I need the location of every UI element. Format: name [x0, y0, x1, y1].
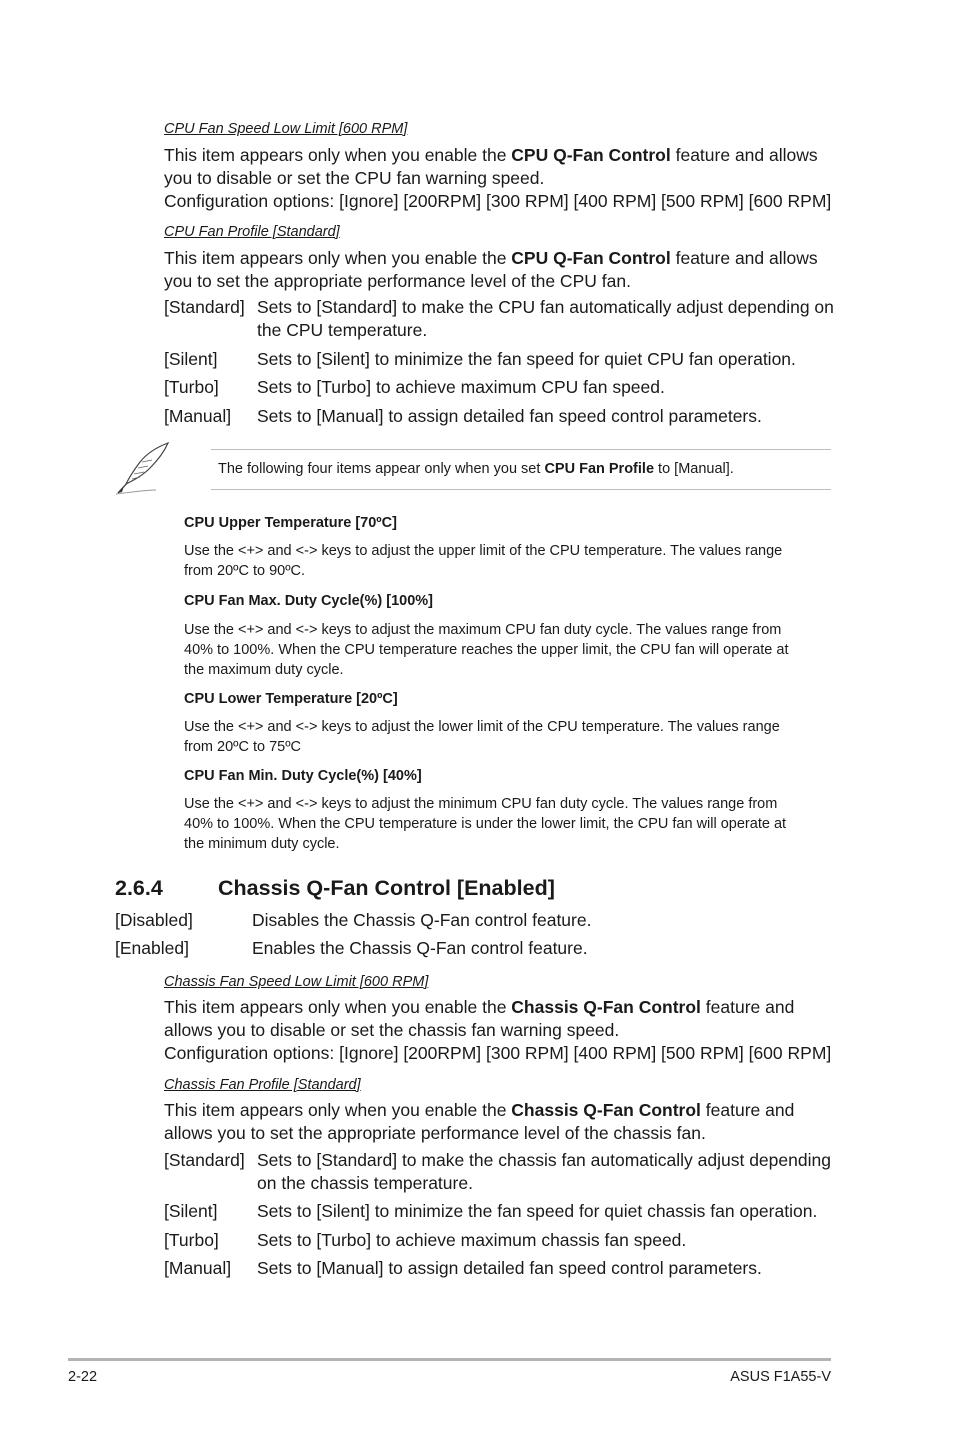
option-desc: Disables the Chassis Q-Fan control feature.	[252, 910, 592, 930]
option-row-standard	[164, 296, 834, 342]
option-desc: Sets to [Standard] to make the CPU fan automatically adjust depending on the CPU temperature.	[257, 297, 834, 340]
option-row-silent	[164, 348, 834, 371]
text: This item appears only when you enable the	[164, 145, 512, 165]
option-desc: Sets to [Turbo] to achieve maximum CPU fan speed.	[257, 377, 665, 397]
option-key: [Disabled]	[115, 910, 193, 930]
option-desc: Sets to [Standard] to make the chassis fan automatically adjust depending on the chassis temperature.	[257, 1150, 831, 1193]
cpu-fan-max-duty-title: CPU Fan Max. Duty Cycle(%) [100%]	[184, 593, 433, 609]
text: feature and	[700, 997, 795, 1017]
note-divider-top	[211, 449, 831, 450]
bold-term: CPU Fan Profile	[544, 461, 655, 477]
text: allows you to set the appropriate performance level of the chassis fan.	[164, 1123, 706, 1143]
bold-term: Chassis Q-Fan Control	[511, 997, 701, 1017]
chassis-fan-speed-low-limit-desc	[164, 996, 834, 1065]
text: you to set the appropriate performance level of the CPU fan.	[164, 271, 631, 291]
chassis-fan-speed-low-limit-title: Chassis Fan Speed Low Limit [600 RPM]	[164, 974, 429, 990]
text: This item appears only when you enable the	[164, 1100, 512, 1120]
option-row-standard	[164, 1149, 834, 1195]
option-desc: Enables the Chassis Q-Fan control feature.	[252, 938, 588, 958]
page-number: 2-22	[68, 1369, 98, 1385]
section-title: Chassis Q-Fan Control [Enabled]	[218, 876, 555, 900]
footer-divider	[68, 1358, 831, 1361]
option-desc: Sets to [Silent] to minimize the fan speed for quiet CPU fan operation.	[257, 349, 796, 369]
cpu-fan-profile-title: CPU Fan Profile [Standard]	[164, 224, 340, 240]
option-key: [Silent]	[164, 1201, 218, 1221]
option-key: [Manual]	[164, 1258, 232, 1278]
cpu-fan-speed-low-limit-title: CPU Fan Speed Low Limit [600 RPM]	[164, 121, 408, 137]
bold-term: CPU Q-Fan Control	[511, 248, 671, 268]
option-row-silent	[164, 1200, 834, 1223]
config-options: Configuration options: [Ignore] [200RPM] [300 RPM] [400 RPM] [500 RPM] [600 RPM]	[164, 1043, 832, 1063]
cpu-lower-temp-desc: Use the <+> and <-> keys to adjust the lower limit of the CPU temperature. The values range from 20ºC to 75ºC	[184, 719, 780, 755]
option-desc: Sets to [Silent] to minimize the fan speed for quiet chassis fan operation.	[257, 1201, 818, 1221]
option-row-turbo	[164, 376, 834, 399]
text: This item appears only when you enable the	[164, 997, 512, 1017]
product-name: ASUS F1A55-V	[730, 1369, 831, 1385]
cpu-fan-max-duty-desc: Use the <+> and <-> keys to adjust the maximum CPU fan duty cycle. The values range from 40% to 100%. When the CPU temperature reaches the upper limit, the CPU fan will operate at the maximum duty cycle.	[184, 622, 789, 678]
pencil-feather-icon	[112, 440, 174, 496]
bold-term: Chassis Q-Fan Control	[511, 1100, 701, 1120]
chassis-fan-profile-desc	[164, 1099, 834, 1145]
text: feature and allows	[670, 248, 818, 268]
text: allows you to disable or set the chassis fan warning speed.	[164, 1020, 620, 1040]
option-row-manual	[164, 1257, 834, 1280]
bold-term: CPU Q-Fan Control	[511, 145, 671, 165]
option-key: [Turbo]	[164, 377, 219, 397]
option-row-manual	[164, 405, 834, 428]
option-desc: Sets to [Manual] to assign detailed fan speed control parameters.	[257, 406, 762, 426]
cpu-fan-min-duty-title: CPU Fan Min. Duty Cycle(%) [40%]	[184, 768, 422, 784]
cpu-upper-temp-title: CPU Upper Temperature [70ºC]	[184, 515, 397, 531]
cpu-fan-speed-low-limit-desc	[164, 144, 834, 213]
option-row-disabled	[115, 909, 815, 932]
note-divider-bottom	[211, 489, 831, 490]
cpu-upper-temp-desc: Use the <+> and <-> keys to adjust the upper limit of the CPU temperature. The values range from 20ºC to 90ºC.	[184, 543, 783, 579]
option-key: [Silent]	[164, 349, 218, 369]
cpu-lower-temp-title: CPU Lower Temperature [20ºC]	[184, 691, 398, 707]
note-text: The following four items appear only when you set CPU Fan Profile to [Manual].	[218, 461, 734, 477]
option-row-turbo	[164, 1229, 834, 1252]
option-key: [Standard]	[164, 1150, 245, 1170]
chassis-fan-profile-title: Chassis Fan Profile [Standard]	[164, 1077, 361, 1093]
text: feature and	[700, 1100, 795, 1120]
option-desc: Sets to [Manual] to assign detailed fan speed control parameters.	[257, 1258, 762, 1278]
text: This item appears only when you enable the	[164, 248, 512, 268]
option-key: [Manual]	[164, 406, 232, 426]
option-key: [Standard]	[164, 297, 245, 317]
cpu-fan-profile-desc	[164, 247, 834, 293]
option-desc: Sets to [Turbo] to achieve maximum chassis fan speed.	[257, 1230, 687, 1250]
config-options: Configuration options: [Ignore] [200RPM] [300 RPM] [400 RPM] [500 RPM] [600 RPM]	[164, 191, 832, 211]
section-number: 2.6.4	[115, 876, 163, 900]
option-row-enabled	[115, 937, 815, 960]
text: feature and allows	[670, 145, 818, 165]
option-key: [Turbo]	[164, 1230, 219, 1250]
option-key: [Enabled]	[115, 938, 189, 958]
text: you to disable or set the CPU fan warning speed.	[164, 168, 545, 188]
cpu-fan-min-duty-desc: Use the <+> and <-> keys to adjust the minimum CPU fan duty cycle. The values range from 40% to 100%. When the CPU temperature is under the lower limit, the CPU fan will operate at the minimum duty cycle.	[184, 796, 787, 852]
